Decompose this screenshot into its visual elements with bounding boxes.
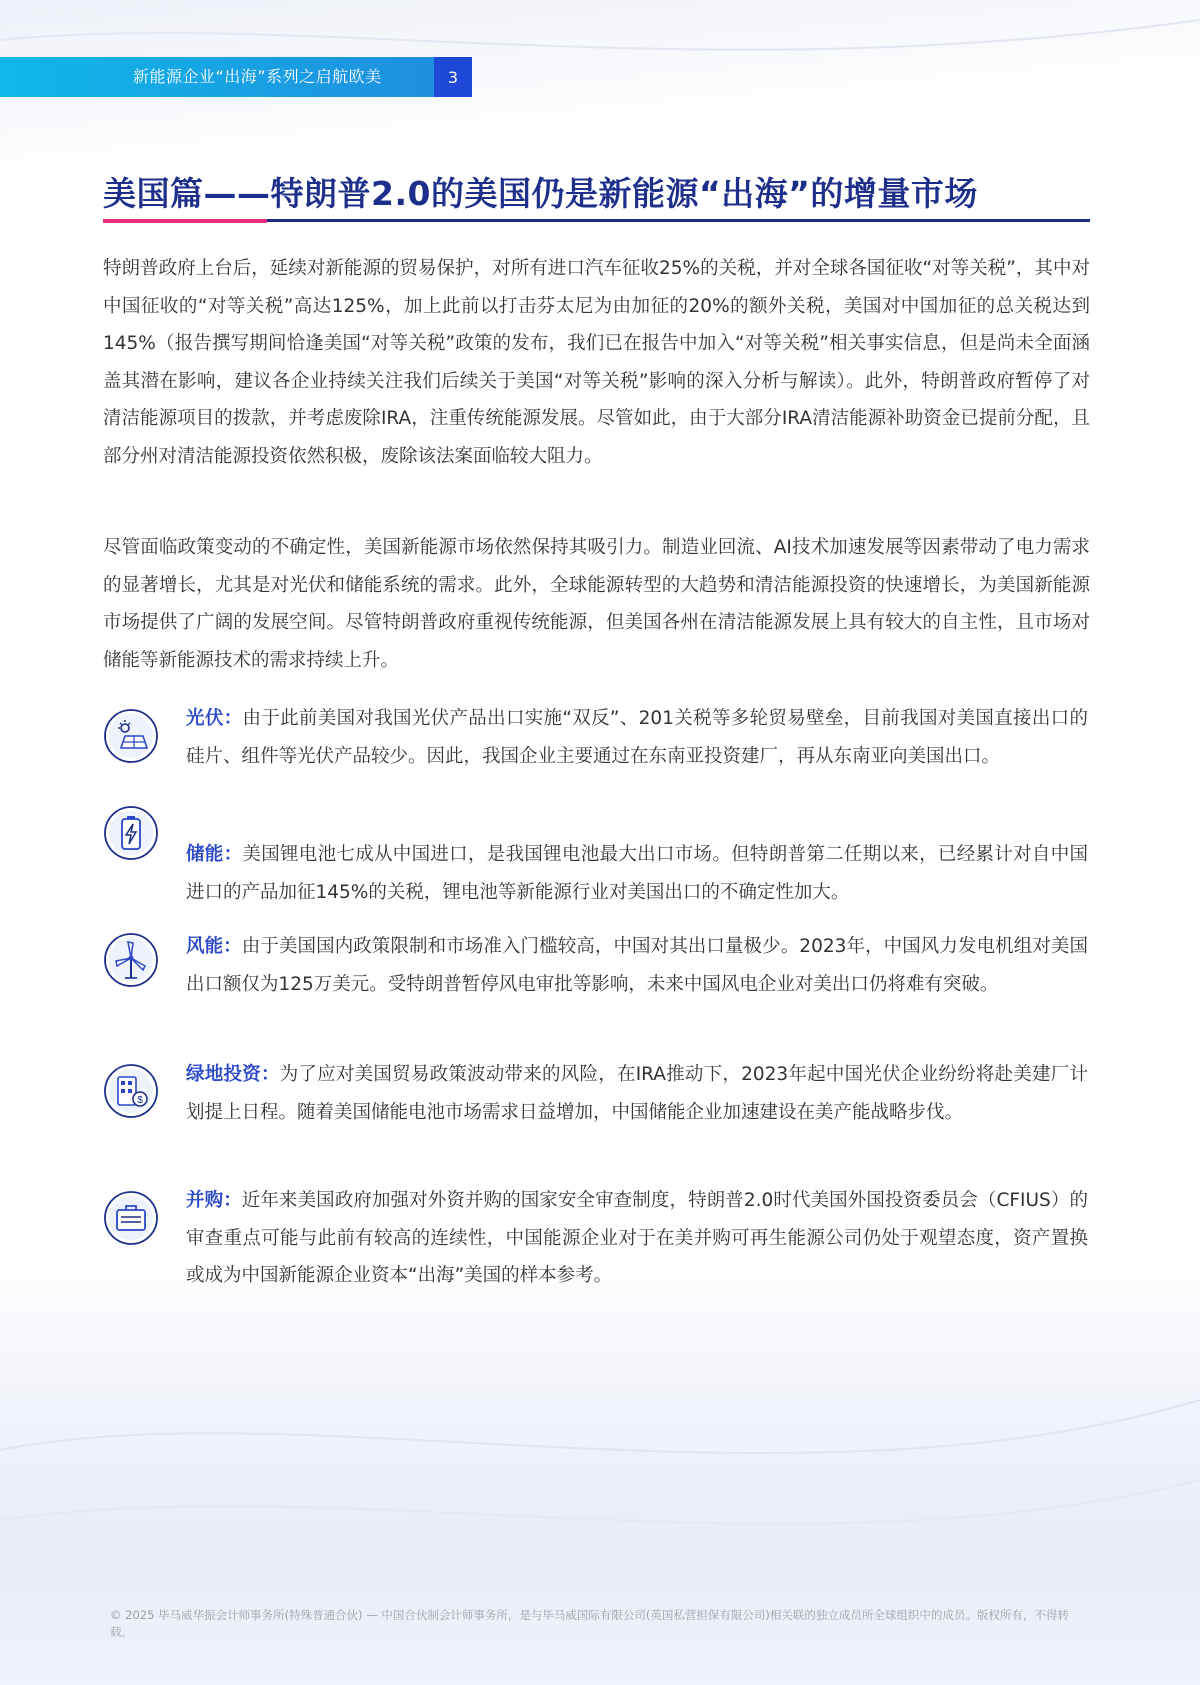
svg-text:$: $ xyxy=(137,1095,143,1106)
list-item-body: 由于此前美国对我国光伏产品出口实施“双反”、201关税等多轮贸易壁垒，目前我国对美国直接出口的硅片、组件等光伏产品较少。因此，我国企业主要通过在东南亚投资建厂，再从东南亚向美国出口。 xyxy=(186,708,1088,767)
battery-icon xyxy=(103,805,159,861)
body-paragraph: 尽管面临政策变动的不确定性，美国新能源市场依然保持其吸引力。制造业回流、AI技术加速发展等因素带动了电力需求的显著增长，尤其是对光伏和储能系统的需求。此外，全球能源转型的大趋势和清洁能源投资的快速增长，为美国新能源市场提供了广阔的发展空间。尽管特朗普政府重视传统能源，但美国各州在清洁能源发展上具有较大的自主性，且市场对储能等新能源技术的需求持续上升。 xyxy=(103,537,1090,671)
list-item-text xyxy=(186,836,1088,911)
list-item-label: 绿地投资： xyxy=(186,1064,280,1085)
series-title: 新能源企业“出海”系列之启航欧美 xyxy=(133,67,382,86)
solar-panel-icon xyxy=(103,708,159,764)
list-item-label: 并购： xyxy=(186,1190,242,1211)
list-item-label: 储能： xyxy=(186,844,243,865)
list-item-text xyxy=(186,700,1088,775)
footer-copyright: © 2025 毕马威华振会计师事务所(特殊普通合伙) — 中国合伙制会计师事务所，是与毕马威国际有限公司(英国私营担保有限公司)相关联的独立成员所全球组织中的成员。版权所有，不得转载。 xyxy=(110,1608,1069,1639)
briefcase-icon xyxy=(103,1190,159,1246)
wind-turbine-icon xyxy=(103,932,159,988)
list-item-label: 光伏： xyxy=(186,708,243,729)
list-item-text xyxy=(186,1056,1088,1131)
list-item-text xyxy=(186,1182,1088,1295)
list-item-text xyxy=(186,928,1088,1003)
page-title: 美国篇——特朗普2.0的美国仍是新能源“出海”的增量市场 xyxy=(103,174,978,213)
list-item-body: 近年来美国政府加强对外资并购的国家安全审查制度，特朗普2.0时代美国外国投资委员会（CFIUS）的审查重点可能与此前有较高的连续性，中国能源企业对于在美并购可再生能源公司仍处于观望态度，资产置换或成为中国新能源企业资本“出海”美国的样本参考。 xyxy=(186,1190,1088,1286)
page-number: 3 xyxy=(434,57,472,97)
list-item-body: 美国锂电池七成从中国进口，是我国锂电池最大出口市场。但特朗普第二任期以来，已经累计对自中国进口的产品加征145%的关税，锂电池等新能源行业对美国出口的不确定性加大。 xyxy=(186,844,1088,903)
list-item-body: 为了应对美国贸易政策波动带来的风险，在IRA推动下，2023年起中国光伏企业纷纷将赴美建厂计划提上日程。随着美国储能电池市场需求日益增加，中国储能企业加速建设在美产能战略步伐。 xyxy=(186,1064,1088,1123)
body-paragraph: 特朗普政府上台后，延续对新能源的贸易保护，对所有进口汽车征收25%的关税，并对全球各国征收“对等关税”，其中对中国征收的“对等关税”高达125%，加上此前以打击芬太尼为由加征的20%的额外关税，美国对中国加征的总关税达到145%（报告撰写期间恰逢美国“对等关税”政策的发布，我们已在报告中加入“对等关税”相关事实信息，但是尚未全面涵盖其潜在影响，建议各企业持续关注我们后续关于美国“对等关税”影响的深入分析与解读）。此外，特朗普政府暂停了对清洁能源项目的拨款，并考虑废除IRA，注重传统能源发展。尽管如此，由于大部分IRA清洁能源补助资金已提前分配，且部分州对清洁能源投资依然积极，废除该法案面临较大阻力。 xyxy=(103,258,1090,467)
title-underline-accent xyxy=(103,219,267,223)
factory-investment-icon xyxy=(103,1063,159,1119)
list-item-body: 由于美国国内政策限制和市场准入门槛较高，中国对其出口量极少。2023年，中国风力发电机组对美国出口额仅为125万美元。受特朗普暂停风电审批等影响，未来中国风电企业对美出口仍将难有突破。 xyxy=(186,936,1088,995)
list-item-label: 风能： xyxy=(186,936,242,957)
header-band xyxy=(0,57,434,97)
